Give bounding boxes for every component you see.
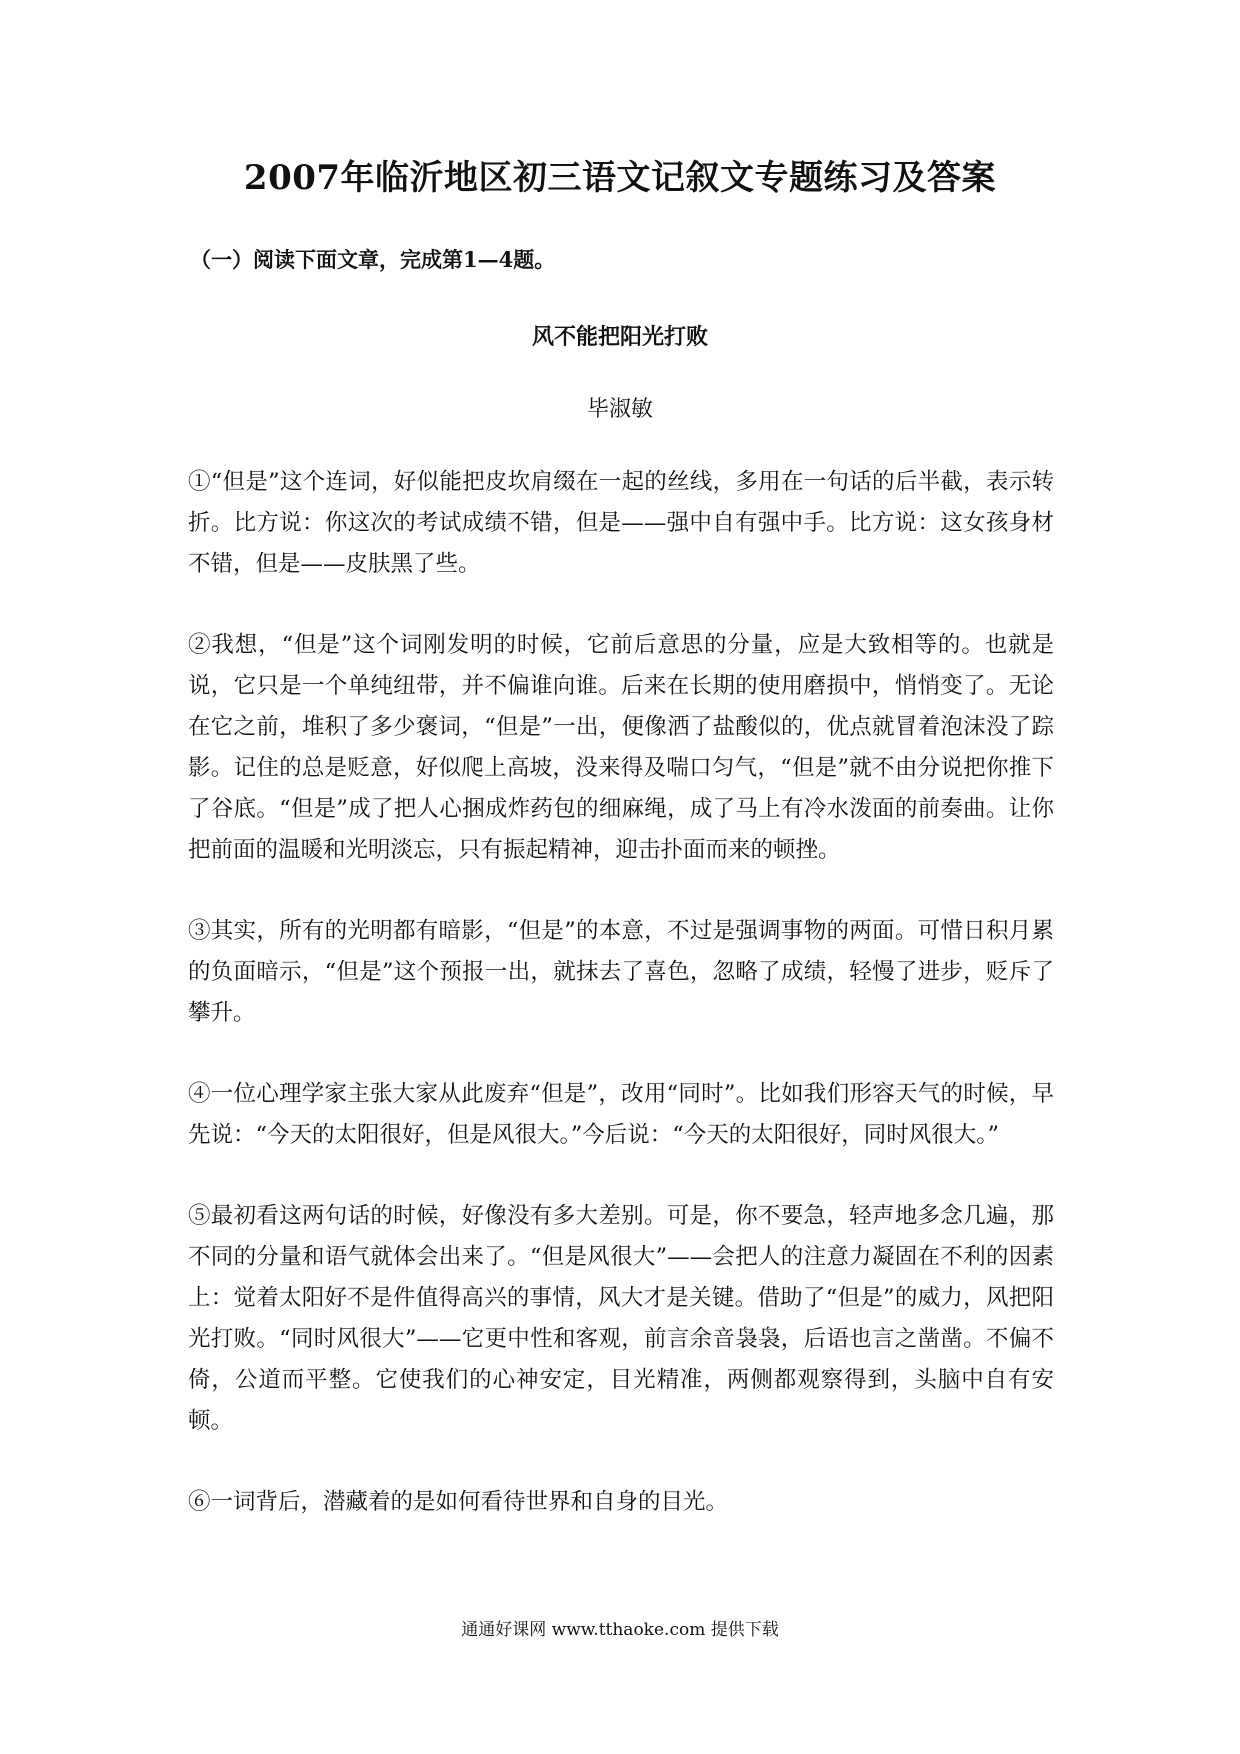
article-author: 毕淑敏 bbox=[586, 397, 653, 422]
paragraph-6: ⑥一词背后，潜藏着的是如何看待世界和自身的目光。 bbox=[188, 1489, 729, 1515]
paragraph-4: ④一位心理学家主张大家从此废弃“但是”，改用“同时”。比如我们形容天气的时候，早先说：“今天的太阳很好，但是风很大。”今后说：“今天的太阳很好，同时风很大。” bbox=[188, 1081, 1054, 1148]
document-title: 2007年临沂地区初三语文记叙文专题练习及答案 bbox=[243, 158, 997, 198]
section-heading: （一）阅读下面文章，完成第1—4题。 bbox=[190, 247, 556, 272]
paragraph-3: ③其实，所有的光明都有暗影，“但是”的本意，不过是强调事物的两面。可惜日积月累的负面暗示，“但是”这个预报一出，就抹去了喜色，忽略了成绩，轻慢了进步，贬斥了攀升。 bbox=[188, 918, 1054, 1026]
article-title: 风不能把阳光打败 bbox=[531, 324, 708, 350]
paragraph-2: ②我想，“但是”这个词刚发明的时候，它前后意思的分量，应是大致相等的。也就是说，它只是一个单纯纽带，并不偏谁向谁。后来在长期的使用磨损中，悄悄变了。无论在它之前，堆积了多少褒词，“但是”一出，便像洒了盐酸似的，优点就冒着泡沫没了踪影。记住的总是贬意，好似爬上高坡，没来得及喘口匀气，“但是”就不由分说把你推下了谷底。“但是”成了把人心捆成炸药包的细麻绳，成了马上有冷水泼面的前奏曲。让你把前面的温暖和光明淡忘，只有振起精神，迎击扑面而来的顿挫。 bbox=[188, 632, 1054, 863]
page-footer: 通通好课网 www.tthaoke.com 提供下载 bbox=[461, 1620, 779, 1640]
paragraph-5: ⑤最初看这两句话的时候，好像没有多大差别。可是，你不要急，轻声地多念几遍，那不同的分量和语气就体会出来了。“但是风很大”——会把人的注意力凝固在不利的因素上：觉着太阳好不是件值得高兴的事情，风大才是关键。借助了“但是”的威力，风把阳光打败。“同时风很大”——它更中性和客观，前言余音袅袅，后语也言之凿凿。不偏不倚，公道而平整。它使我们的心神安定，目光精准，两侧都观察得到，头脑中自有安顿。 bbox=[188, 1203, 1054, 1434]
paragraph-1: ①“但是”这个连词，好似能把皮坎肩缀在一起的丝线，多用在一句话的后半截，表示转折。比方说：你这次的考试成绩不错，但是——强中自有强中手。比方说：这女孩身材不错，但是——皮肤黑了些。 bbox=[188, 469, 1054, 577]
article-body bbox=[188, 462, 1054, 1563]
